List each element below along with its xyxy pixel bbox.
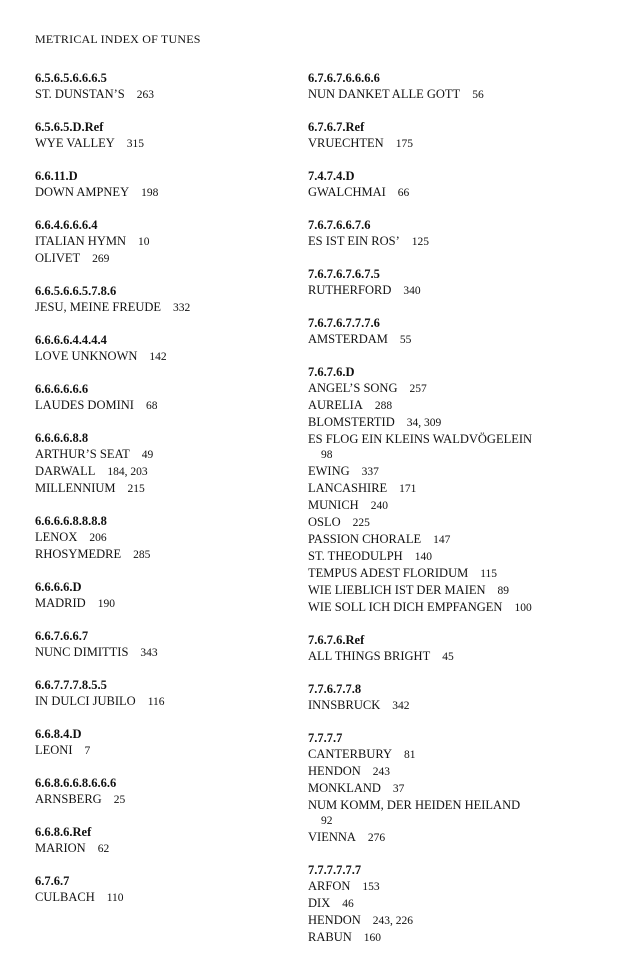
meter-group	[308, 70, 628, 103]
hymn-number: 68	[145, 400, 158, 412]
tune-entry	[35, 250, 295, 267]
tune-entry	[308, 86, 628, 103]
hymn-number: 225	[352, 517, 370, 529]
meter-heading: 6.6.5.6.6.5.7.8.6	[35, 284, 117, 298]
meter-group	[308, 632, 628, 665]
meter-heading: 7.7.6.7.7.8	[308, 682, 362, 696]
tune-entry	[308, 135, 628, 152]
meter-group	[308, 730, 628, 846]
hymn-number: 66	[397, 187, 410, 199]
tune-name: ARTHUR’S SEAT	[35, 447, 130, 461]
hymn-number: 140	[414, 551, 432, 563]
hymn-number: 115	[480, 568, 498, 580]
tune-name: RABUN	[308, 930, 352, 944]
tune-name: INNSBRUCK	[308, 698, 381, 712]
meter-heading: 7.7.7.7.7.7	[308, 863, 362, 877]
tune-name: BLOMSTERTID	[308, 415, 395, 429]
tune-entry	[308, 431, 628, 463]
meter-heading: 6.7.6.7.Ref	[308, 120, 365, 134]
tune-name: AMSTERDAM	[308, 332, 388, 346]
meter-group	[35, 677, 295, 710]
hymn-number: 45	[442, 651, 454, 663]
tune-name: ITALIAN HYMN	[35, 234, 126, 248]
tune-name: MUNICH	[308, 498, 359, 512]
hymn-number: 171	[399, 483, 417, 495]
tune-name: PASSION CHORALE	[308, 532, 422, 546]
meter-group	[308, 862, 628, 946]
tune-name: WYE VALLEY	[35, 136, 115, 150]
tune-name: ST. THEODULPH	[308, 549, 403, 563]
meter-heading: 6.6.8.4.D	[35, 727, 82, 741]
meter-heading: 6.6.6.6.4.4.4.4	[35, 333, 107, 347]
tune-entry	[308, 184, 628, 201]
meter-group	[35, 119, 295, 152]
tune-name: NUM KOMM, DER HEIDEN HEILAND	[308, 798, 521, 812]
hymn-number: 46	[342, 898, 354, 910]
tune-entry	[35, 348, 295, 365]
hymn-number: 257	[409, 383, 427, 395]
tune-name: NUN DANKET ALLE GOTT	[308, 87, 461, 101]
tune-entry	[308, 746, 628, 763]
hymn-number: 56	[472, 89, 484, 101]
hymn-number: 243	[372, 766, 391, 778]
tune-name: VRUECHTEN	[308, 136, 384, 150]
meter-heading: 6.6.7.6.6.7	[35, 629, 89, 643]
tune-entry	[308, 912, 628, 929]
hymn-number: 142	[149, 351, 167, 363]
hymn-number: 240	[370, 500, 388, 512]
tune-entry	[35, 529, 295, 546]
tune-name: RHOSYMEDRE	[35, 547, 122, 561]
meter-heading: 6.5.6.5.6.6.6.5	[35, 71, 107, 85]
meter-heading: 6.6.7.7.7.8.5.5	[35, 678, 107, 692]
meter-group	[35, 332, 295, 365]
tune-name: NUNC DIMITTIS	[35, 645, 129, 659]
meter-heading: 6.7.6.7.6.6.6.6	[308, 71, 380, 85]
hymn-number: 263	[136, 89, 154, 101]
tune-name: LAUDES DOMINI	[35, 398, 134, 412]
tune-name: DARWALL	[35, 464, 96, 478]
hymn-number: 190	[97, 598, 115, 610]
tune-name: ARNSBERG	[35, 792, 102, 806]
hymn-number: 147	[433, 534, 451, 546]
tune-name: HENDON	[308, 913, 361, 927]
meter-heading: 6.6.6.6.8.8	[35, 431, 89, 445]
meter-group	[308, 217, 628, 250]
meter-group	[308, 364, 628, 616]
tune-name: DOWN AMPNEY	[35, 185, 130, 199]
hymn-number: 34, 309	[406, 417, 442, 429]
tune-entry	[308, 829, 628, 846]
index-column-right	[308, 70, 628, 962]
meter-group	[35, 283, 295, 316]
tune-name: TEMPUS ADEST FLORIDUM	[308, 566, 469, 580]
tune-entry	[35, 299, 295, 316]
hymn-number: 243, 226	[372, 915, 414, 927]
tune-name: MARION	[35, 841, 86, 855]
tune-entry	[35, 463, 295, 480]
hymn-number: 332	[173, 302, 191, 314]
meter-heading: 6.7.6.7	[35, 874, 70, 888]
meter-group	[308, 266, 628, 299]
meter-group	[35, 70, 295, 103]
tune-name: CULBACH	[35, 890, 95, 904]
tune-entry	[308, 697, 628, 714]
meter-group	[35, 217, 295, 267]
meter-group	[35, 628, 295, 661]
hymn-number: 175	[395, 138, 413, 150]
tune-entry	[308, 414, 628, 431]
hymn-number: 184, 203	[107, 466, 148, 478]
hymn-number: 92	[321, 815, 333, 827]
meter-group	[35, 726, 295, 759]
tune-entry	[308, 480, 628, 497]
tune-entry	[308, 531, 628, 548]
meter-group	[35, 381, 295, 414]
meter-group	[35, 824, 295, 857]
hymn-number: 342	[392, 700, 410, 712]
tune-entry	[308, 514, 628, 531]
tune-entry	[308, 548, 628, 565]
tune-entry	[35, 480, 295, 497]
hymn-number: 153	[362, 881, 380, 893]
tune-entry	[35, 840, 295, 857]
tune-entry	[35, 889, 295, 906]
tune-name: OSLO	[308, 515, 341, 529]
hymn-number: 285	[133, 549, 151, 561]
meter-group	[308, 119, 628, 152]
hymn-number: 206	[89, 532, 107, 544]
tune-name: LANCASHIRE	[308, 481, 388, 495]
meter-group	[35, 430, 295, 497]
meter-group	[35, 873, 295, 906]
meter-heading: 6.6.6.6.8.8.8.8	[35, 514, 107, 528]
tune-entry	[308, 397, 628, 414]
meter-group	[308, 681, 628, 714]
tune-name: MONKLAND	[308, 781, 381, 795]
meter-heading: 7.6.7.6.7.6.7.5	[308, 267, 380, 281]
meter-group	[308, 315, 628, 348]
tune-entry	[35, 86, 295, 103]
tune-entry	[308, 763, 628, 780]
tune-entry	[308, 582, 628, 599]
tune-name: HENDON	[308, 764, 361, 778]
index-column-left	[35, 70, 295, 922]
tune-name: VIENNA	[308, 830, 356, 844]
tune-entry	[35, 791, 295, 808]
hymn-number: 25	[113, 794, 126, 806]
tune-name: ES FLOG EIN KLEINS WALDVÖGELEIN	[308, 432, 533, 446]
tune-entry	[35, 644, 295, 661]
hymn-number: 100	[514, 602, 532, 614]
tune-entry	[35, 397, 295, 414]
tune-entry	[308, 282, 628, 299]
tune-entry	[35, 595, 295, 612]
tune-entry	[308, 331, 628, 348]
tune-entry	[308, 380, 628, 397]
tune-entry	[35, 742, 295, 759]
tune-name: ALL THINGS BRIGHT	[308, 649, 431, 663]
tune-name: EWING	[308, 464, 350, 478]
meter-group	[308, 168, 628, 201]
tune-name: CANTERBURY	[308, 747, 393, 761]
tune-entry	[308, 780, 628, 797]
tune-entry	[308, 463, 628, 480]
tune-entry	[35, 135, 295, 152]
meter-heading: 6.6.4.6.6.6.4	[35, 218, 98, 232]
tune-name: OLIVET	[35, 251, 81, 265]
meter-heading: 7.6.7.6.6.7.6	[308, 218, 371, 232]
meter-heading: 6.6.11.D	[35, 169, 78, 183]
hymn-number: 49	[141, 449, 154, 461]
tune-entry	[308, 929, 628, 946]
tune-entry	[35, 693, 295, 710]
meter-heading: 6.6.6.6.6.6	[35, 382, 89, 396]
meter-heading: 7.4.7.4.D	[308, 169, 355, 183]
tune-entry	[308, 497, 628, 514]
meter-group	[35, 513, 295, 563]
hymn-number: 340	[403, 285, 421, 297]
tune-entry	[35, 184, 295, 201]
hymn-number: 116	[147, 696, 165, 708]
tune-name: LOVE UNKNOWN	[35, 349, 138, 363]
tune-name: DIX	[308, 896, 331, 910]
hymn-number: 269	[92, 253, 110, 265]
meter-heading: 7.6.7.6.D	[308, 365, 355, 379]
tune-name: RUTHERFORD	[308, 283, 392, 297]
hymn-number: 337	[361, 466, 379, 478]
hymn-number: 110	[106, 892, 124, 904]
tune-entry	[308, 648, 628, 665]
tune-name: ES IST EIN ROS’	[308, 234, 400, 248]
tune-entry	[308, 797, 628, 829]
hymn-number: 215	[127, 483, 145, 495]
tune-name: GWALCHMAI	[308, 185, 386, 199]
tune-name: MADRID	[35, 596, 86, 610]
hymn-number: 98	[321, 449, 333, 461]
hymn-number: 81	[404, 749, 416, 761]
tune-name: AURELIA	[308, 398, 363, 412]
tune-entry	[308, 895, 628, 912]
tune-name: ARFON	[308, 879, 351, 893]
tune-entry	[35, 546, 295, 563]
tune-entry	[35, 233, 295, 250]
hymn-number: 37	[392, 783, 405, 795]
meter-heading: 6.6.8.6.Ref	[35, 825, 92, 839]
tune-entry	[308, 878, 628, 895]
hymn-number: 315	[126, 138, 144, 150]
tune-entry	[308, 565, 628, 582]
hymn-number: 62	[97, 843, 110, 855]
tune-name: ST. DUNSTAN’S	[35, 87, 125, 101]
meter-heading: 7.6.7.6.7.7.7.6	[308, 316, 380, 330]
page-header: METRICAL INDEX OF TUNES	[35, 32, 201, 46]
tune-name: JESU, MEINE FREUDE	[35, 300, 162, 314]
tune-name: IN DULCI JUBILO	[35, 694, 136, 708]
hymn-number: 89	[497, 585, 510, 597]
tune-name: WIE LIEBLICH IST DER MAIEN	[308, 583, 486, 597]
meter-heading: 6.6.6.6.D	[35, 580, 82, 594]
hymn-number: 160	[363, 932, 382, 944]
meter-heading: 7.6.7.6.Ref	[308, 633, 365, 647]
tune-name: ANGEL’S SONG	[308, 381, 398, 395]
meter-group	[35, 168, 295, 201]
meter-heading: 6.6.8.6.6.8.6.6.6	[35, 776, 117, 790]
tune-entry	[35, 446, 295, 463]
tune-name: LEONI	[35, 743, 73, 757]
hymn-number: 343	[140, 647, 158, 659]
meter-group	[35, 579, 295, 612]
tune-name: WIE SOLL ICH DICH EMPFANGEN	[308, 600, 503, 614]
hymn-number: 125	[411, 236, 430, 248]
tune-name: LENOX	[35, 530, 78, 544]
hymn-number: 10	[138, 236, 150, 248]
meter-heading: 6.5.6.5.D.Ref	[35, 120, 104, 134]
hymn-number: 276	[367, 832, 386, 844]
tune-name: MILLENNIUM	[35, 481, 116, 495]
hymn-number: 7	[84, 745, 91, 757]
hymn-number: 198	[141, 187, 159, 199]
hymn-number: 288	[374, 400, 393, 412]
meter-heading: 7.7.7.7	[308, 731, 343, 745]
tune-entry	[308, 233, 628, 250]
hymn-number: 55	[399, 334, 412, 346]
tune-entry	[308, 599, 628, 616]
meter-group	[35, 775, 295, 808]
